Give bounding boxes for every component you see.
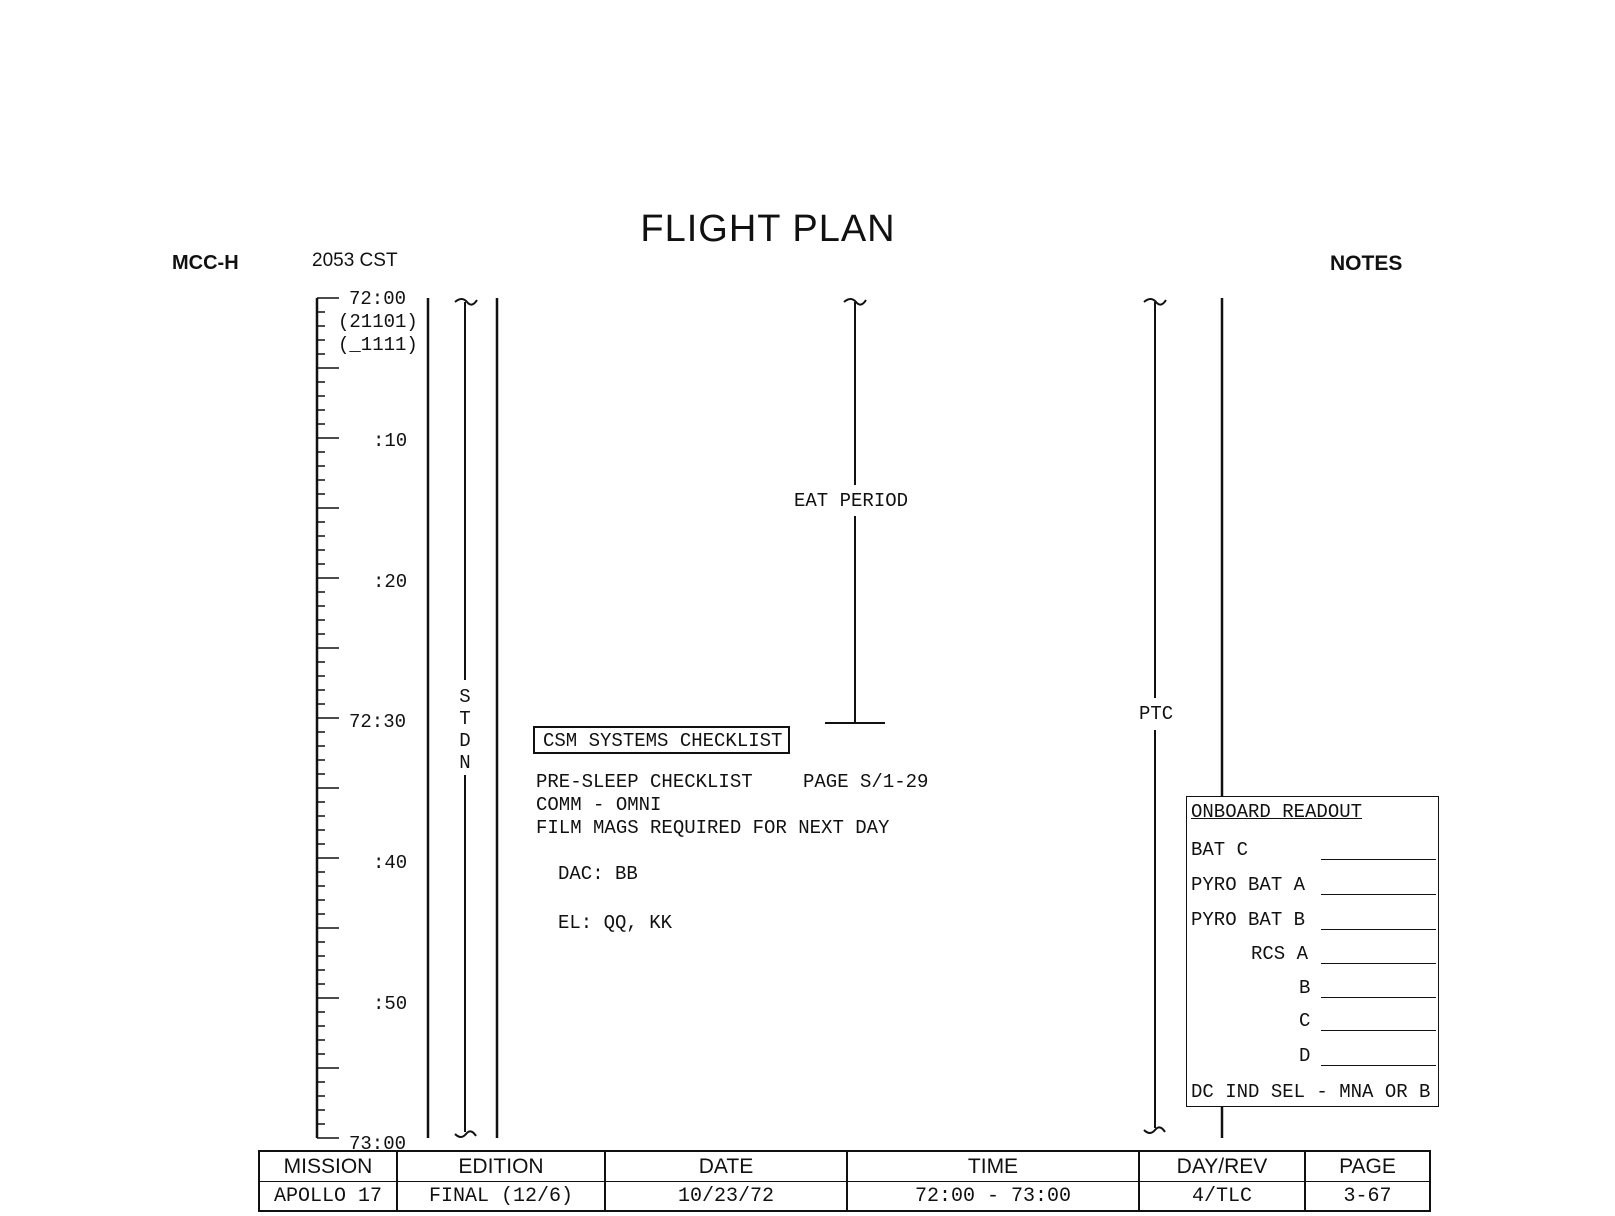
rev-code-2: (_1111) — [338, 334, 418, 356]
readout-row-label: BAT C — [1191, 839, 1249, 861]
footer-value: 10/23/72 — [677, 1185, 774, 1208]
time-label-72-30: 72:30 — [349, 711, 407, 733]
stdn-label: S T D N — [459, 686, 471, 774]
footer-value: FINAL (12/6) — [428, 1185, 574, 1208]
footer-header: DAY/REV — [1140, 1152, 1304, 1182]
time-label-20: :20 — [373, 571, 408, 593]
footer-date-cell — [606, 1152, 848, 1210]
notes-header: NOTES — [1330, 252, 1403, 275]
footer-mission-cell — [260, 1152, 398, 1210]
footer-header: MISSION — [260, 1152, 396, 1182]
readout-blank — [1321, 1030, 1436, 1031]
footer-header: PAGE — [1306, 1152, 1429, 1182]
onboard-readout-box — [1186, 796, 1439, 1107]
time-label-40: :40 — [373, 852, 408, 874]
footer-header: DATE — [606, 1152, 846, 1182]
readout-title: ONBOARD READOUT — [1191, 801, 1363, 823]
footer-dayrev-cell — [1140, 1152, 1306, 1210]
time-label-72-00: 72:00 — [349, 288, 407, 310]
csm-systems-checklist-box: CSM SYSTEMS CHECKLIST — [533, 726, 790, 754]
station-label: MCC-H — [172, 252, 239, 274]
footer-value: 72:00 - 73:00 — [914, 1185, 1072, 1208]
readout-row-label: B — [1299, 977, 1311, 999]
footer-header: EDITION — [398, 1152, 604, 1182]
footer-value: APOLLO 17 — [273, 1185, 383, 1208]
el-note: EL: QQ, KK — [558, 912, 673, 934]
readout-row-label: PYRO BAT B — [1191, 909, 1306, 931]
ptc-label: PTC — [1139, 703, 1174, 725]
dac-note: DAC: BB — [558, 863, 638, 885]
rev-code-1: (21101) — [338, 311, 418, 333]
footer-value: 4/TLC — [1191, 1185, 1252, 1208]
page-title: FLIGHT PLAN — [640, 208, 896, 250]
readout-blank — [1321, 963, 1436, 964]
readout-row-label: PYRO BAT A — [1191, 874, 1306, 896]
readout-blank — [1321, 997, 1436, 998]
readout-blank — [1321, 894, 1436, 895]
eat-period-label: EAT PERIOD — [794, 490, 909, 512]
footer-edition-cell — [398, 1152, 606, 1210]
cst-time: 2053 CST — [312, 250, 398, 271]
readout-row-label: C — [1299, 1010, 1311, 1032]
footer-time-cell — [848, 1152, 1140, 1210]
footer-header: TIME — [848, 1152, 1138, 1182]
comm-omni: COMM - OMNI — [536, 794, 662, 816]
readout-blank — [1321, 929, 1436, 930]
time-label-50: :50 — [373, 993, 408, 1015]
footer-table — [258, 1150, 1431, 1212]
readout-row-label: D — [1299, 1045, 1311, 1067]
footer-page-cell — [1306, 1152, 1429, 1210]
film-mags-note: FILM MAGS REQUIRED FOR NEXT DAY — [536, 817, 890, 839]
readout-blank — [1321, 1065, 1436, 1066]
time-label-10: :10 — [373, 430, 408, 452]
pre-sleep-page-ref: PAGE S/1-29 — [803, 771, 929, 793]
time-label-73-00: 73:00 — [349, 1133, 407, 1155]
pre-sleep-checklist: PRE-SLEEP CHECKLIST — [536, 771, 753, 793]
footer-value: 3-67 — [1343, 1185, 1392, 1208]
readout-row-label: RCS A — [1251, 943, 1309, 965]
dc-ind-sel-note: DC IND SEL - MNA OR B — [1191, 1081, 1431, 1103]
readout-blank — [1321, 859, 1436, 860]
